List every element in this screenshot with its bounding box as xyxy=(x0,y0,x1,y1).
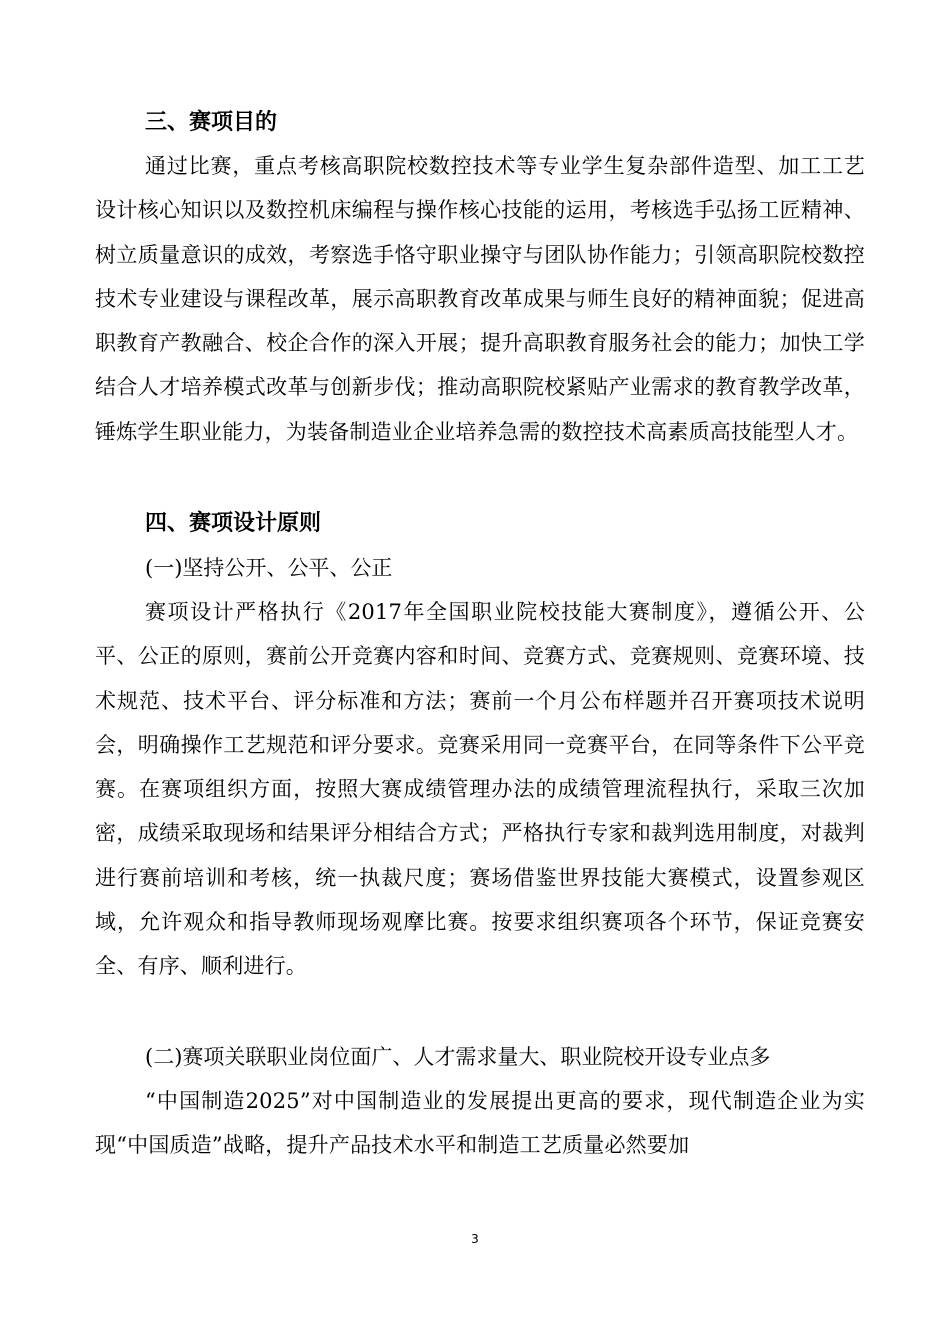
section-heading-principles: 四、赛项设计原则 xyxy=(145,511,322,536)
fairness-paragraph: 赛项设计严格执行《2017年全国职业院校技能大赛制度》，遵循公开、公平、公正的原则，赛前公开竞赛内容和时间、竞赛方式、竞赛规则、竞赛环境、技术规范、技术平台、评分标准和方法；赛前一个月公布样题并召开赛项技术说明会，明确操作工艺规范和评分要求。竞赛采用同一竞赛平台，在同等条件下公平竞赛。在赛项组织方面，按照大赛成绩管理办法的成绩管理流程执行，采取三次加密，成绩采取现场和结果评分相结合方式；严格执行专家和裁判选用制度，对裁判进行赛前培训和考核，统一执裁尺度；赛场借鉴世界技能大赛模式，设置参观区域，允许观众和指导教师现场观摩比赛。按要求组织赛项各个环节，保证竞赛安全、有序、顺利进行。 xyxy=(95,600,865,979)
demand-paragraph: “中国制造2025”对中国制造业的发展提出更高的要求，现代制造企业为实现“中国质造”战略，提升产品技术水平和制造工艺质量必然要加 xyxy=(95,1089,865,1158)
subsection-title-fairness: (一)坚持公开、公平、公正 xyxy=(145,556,393,580)
section-heading-purpose: 三、赛项目的 xyxy=(145,110,278,135)
subsection-title-demand: (二)赛项关联职业岗位面广、人才需求量大、职业院校开设专业点多 xyxy=(145,1045,771,1069)
page-number: 3 xyxy=(471,1232,479,1246)
purpose-paragraph: 通过比赛，重点考核高职院校数控技术等专业学生复杂部件造型、加工工艺设计核心知识以及数控机床编程与操作核心技能的运用，考核选手弘扬工匠精神、树立质量意识的成效，考察选手恪守职业操守与团队协作能力；引领高职院校数控技术专业建设与课程改革，展示高职教育改革成果与师生良好的精神面貌；促进高职教育产教融合、校企合作的深入开展；提升高职教育服务社会的能力；加快工学结合人才培养模式改革与创新步伐；推动高职院校紧贴产业需求的教育教学改革，锤炼学生职业能力，为装备制造业企业培养急需的数控技术高素质高技能型人才。 xyxy=(95,154,865,444)
